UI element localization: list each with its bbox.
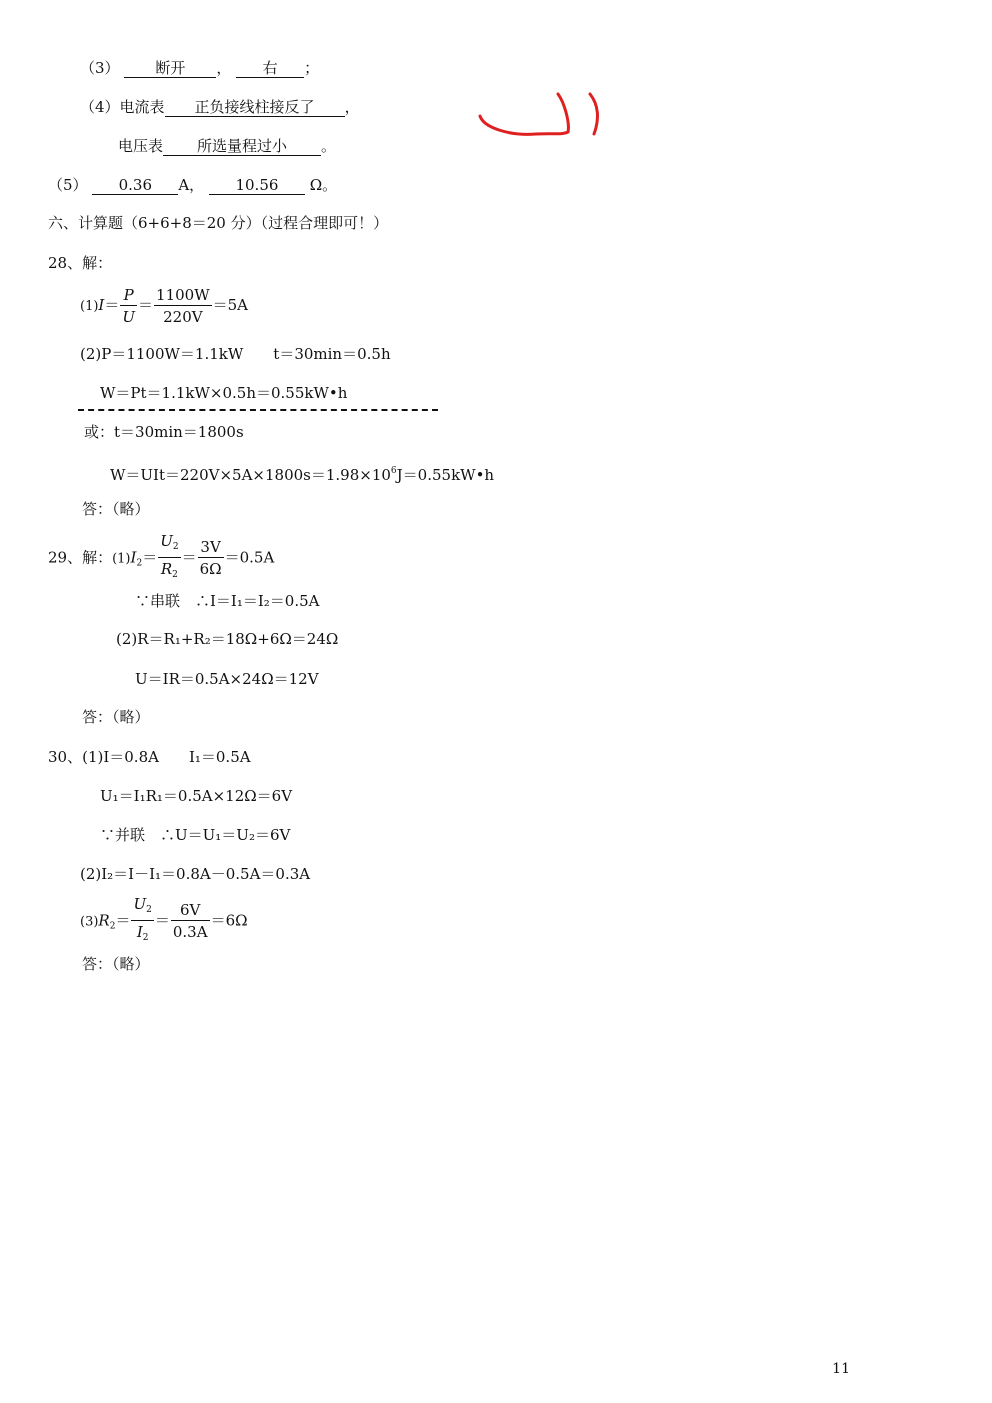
q29-frac-ur: $\frac{U_2}{R_2}$ bbox=[160, 532, 179, 580]
q4-line2 bbox=[118, 136, 336, 156]
q4-voltmeter: 电压表 bbox=[118, 137, 164, 155]
q29-step1: 29、解：$(1)I_2=$ $\frac{U_2}{R_2}$ ＝ $\frac{3V}{6\Omega}$ ＝0.5A bbox=[48, 531, 274, 586]
q30-step4: (2)I₂＝I－I₁＝0.8A－0.5A＝0.3A bbox=[80, 865, 311, 883]
q30-answer: 答：（略） bbox=[82, 955, 150, 973]
q29-frac-values-den: 6Ω bbox=[199, 560, 222, 578]
q4-voltmeter-answer: 所选量程过小 bbox=[163, 137, 321, 156]
q28-step1: (1)I＝ $\frac{P}{U}$ ＝ $\frac{1100W}{220V}$ ＝5A bbox=[80, 285, 249, 326]
q29-label: 29、解： bbox=[48, 548, 113, 567]
q28-label: 28、解： bbox=[48, 254, 113, 272]
q30-label: 30、 bbox=[48, 748, 83, 766]
q30-step1-text: (1)I＝0.8A I₁＝0.5A bbox=[82, 748, 251, 766]
q3-line bbox=[80, 58, 319, 78]
q28-step3: W＝Pt＝1.1kW×0.5h＝0.55kW•h bbox=[100, 384, 348, 402]
q5-unit-b: Ω。 bbox=[309, 176, 338, 194]
q28-step1-tag: (1) bbox=[80, 299, 99, 314]
q29-step4: U＝IR＝0.5A×24Ω＝12V bbox=[135, 670, 319, 688]
q4-sep: ， bbox=[344, 98, 360, 116]
q29-step1-result: ＝0.5A bbox=[224, 548, 275, 567]
q30-step3: ∵并联 ∴U＝U₁＝U₂＝6V bbox=[100, 826, 291, 844]
section-title: 六、计算题（6+6+8＝20 分）（过程合理即可！） bbox=[48, 214, 389, 232]
q5-answer-a: 0.36 bbox=[92, 176, 178, 195]
q28-answer: 答：（略） bbox=[82, 500, 150, 518]
q29-step2: ∵串联 ∴I＝I₁＝I₂＝0.5A bbox=[135, 592, 320, 610]
q5-label: （5） bbox=[48, 176, 88, 194]
q29-answer: 答：（略） bbox=[82, 708, 150, 726]
q30-frac-values-den: 0.3A bbox=[172, 923, 208, 941]
q3-answer-b: 右 bbox=[236, 59, 304, 78]
q5-answer-b: 10.56 bbox=[209, 176, 305, 195]
q28-frac-values-num: 1100W bbox=[156, 285, 210, 304]
q28-frac-pu-num: P bbox=[123, 285, 134, 304]
q29-step3: (2)R＝R₁+R₂＝18Ω+6Ω＝24Ω bbox=[116, 630, 339, 648]
q28-alt2 bbox=[110, 461, 494, 485]
q5-line bbox=[48, 175, 337, 195]
q4-line1 bbox=[80, 97, 360, 117]
q28-step1-result: ＝5A bbox=[212, 296, 249, 314]
q28-alt2-exp: 6 bbox=[390, 466, 397, 476]
q3-label: （3） bbox=[80, 59, 120, 77]
divider-dashed bbox=[78, 409, 438, 411]
red-scribble-mark bbox=[470, 82, 610, 142]
q28-alt1: 或：t＝30min＝1800s bbox=[84, 423, 244, 441]
q29-frac-values bbox=[198, 537, 224, 580]
q28-frac-values bbox=[154, 285, 212, 328]
q3-sep: ， bbox=[216, 59, 232, 77]
q28-alt2-b: J＝0.55kW•h bbox=[396, 466, 495, 484]
q3-end: ； bbox=[304, 59, 320, 77]
q28-alt2-a: W＝UIt＝220V×5A×1800s＝1.98×10 bbox=[110, 466, 391, 484]
q29-frac-values-num: 3V bbox=[198, 537, 224, 558]
q30-step2: U₁＝I₁R₁＝0.5A×12Ω＝6V bbox=[100, 787, 293, 805]
q5-unit-a: A， bbox=[178, 176, 205, 194]
q30-step5: $(3)R_2=$ $\frac{U_2}{I_2}$ ＝ $\frac{6V}{0.3A}$ ＝6Ω bbox=[80, 894, 248, 949]
q4-ammeter: 电流表 bbox=[119, 98, 165, 116]
q28-frac-pu bbox=[120, 285, 137, 328]
q30-step1 bbox=[48, 747, 251, 767]
q3-answer-a: 断开 bbox=[124, 59, 216, 78]
q28-frac-pu-den: U bbox=[122, 307, 136, 326]
q30-frac-ui: $\frac{U_2}{I_2}$ bbox=[133, 895, 152, 943]
q30-step5-result: ＝6Ω bbox=[210, 911, 248, 930]
q29-step1-tag: (1) bbox=[112, 551, 131, 567]
q4-ammeter-answer: 正负接线柱接反了 bbox=[165, 98, 345, 117]
q30-frac-values-num: 6V bbox=[171, 900, 210, 921]
page-number: 11 bbox=[832, 1361, 850, 1377]
q28-step2: (2)P＝1100W＝1.1kW t＝30min＝0.5h bbox=[80, 345, 391, 363]
q4-end: 。 bbox=[321, 137, 337, 155]
q30-frac-values bbox=[171, 900, 210, 943]
q30-step5-tag: (3) bbox=[80, 914, 99, 930]
q28-frac-values-den: 220V bbox=[163, 307, 203, 326]
q4-label: （4） bbox=[80, 98, 120, 116]
